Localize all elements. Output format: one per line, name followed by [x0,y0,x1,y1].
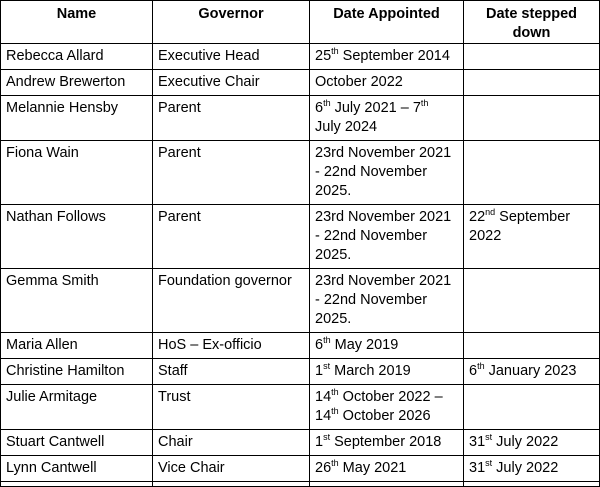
table-row [1,456,600,482]
table-row [1,141,600,205]
cell-governor: Staff [153,359,310,385]
cell-date-appointed: 14th October 2022 – 14th October 2026 [310,385,464,430]
cell-governor: Executive Head [153,44,310,70]
cell-date-appointed: 25th September 2014 [310,44,464,70]
cell-empty [310,482,464,487]
cell-governor: Parent [153,96,310,141]
cell-date-appointed: 23rd November 2021 - 22nd November 2025. [310,205,464,269]
header-row [1,1,600,44]
cell-empty [153,482,310,487]
ordinal-suffix: th [331,46,339,57]
table-row [1,333,600,359]
cell-name: Stuart Cantwell [1,430,153,456]
table-row [1,44,600,70]
cell-date-stepped-down [464,44,600,70]
ordinal-suffix: st [485,432,493,443]
cell-name: Julie Armitage [1,385,153,430]
ordinal-suffix: th [477,361,485,372]
table-row [1,70,600,96]
cell-date-appointed: 1st March 2019 [310,359,464,385]
table-row [1,359,600,385]
table-row [1,385,600,430]
ordinal-suffix: th [331,406,339,417]
cell-governor: Trust [153,385,310,430]
cell-date-appointed: 6th July 2021 – 7th July 2024 [310,96,464,141]
cell-name: Nathan Follows [1,205,153,269]
cell-date-stepped-down [464,385,600,430]
cell-date-stepped-down [464,333,600,359]
table-row [1,96,600,141]
header-governor: Governor [153,1,310,44]
cell-date-stepped-down: 31st July 2022 [464,430,600,456]
cell-name: Lynn Cantwell [1,456,153,482]
cell-governor: Chair [153,430,310,456]
cell-date-appointed: 23rd November 2021 - 22nd November 2025. [310,269,464,333]
header-name: Name [1,1,153,44]
cell-name: Maria Allen [1,333,153,359]
cell-governor: HoS – Ex-officio [153,333,310,359]
cell-governor: Parent [153,141,310,205]
cell-date-stepped-down: 22nd September 2022 [464,205,600,269]
cell-governor: Executive Chair [153,70,310,96]
ordinal-suffix: nd [485,207,496,218]
header-date-appointed: Date Appointed [310,1,464,44]
cell-name: Christine Hamilton [1,359,153,385]
cell-empty [1,482,153,487]
table-row [1,269,600,333]
cell-date-stepped-down [464,96,600,141]
header-date-stepped-down: Date stepped down [464,1,600,44]
cell-name: Fiona Wain [1,141,153,205]
cell-name: Rebecca Allard [1,44,153,70]
cell-name: Gemma Smith [1,269,153,333]
ordinal-suffix: th [323,335,331,346]
cell-date-appointed: 23rd November 2021 - 22nd November 2025. [310,141,464,205]
ordinal-suffix: th [420,98,429,109]
cell-date-appointed: October 2022 [310,70,464,96]
table-row [1,205,600,269]
cell-name: Andrew Brewerton [1,70,153,96]
ordinal-suffix: st [323,432,331,443]
ordinal-suffix: st [323,361,331,372]
ordinal-suffix: st [485,458,493,469]
cell-governor: Vice Chair [153,456,310,482]
cell-date-appointed: 1st September 2018 [310,430,464,456]
ordinal-suffix: th [331,387,339,398]
cell-date-appointed: 26th May 2021 [310,456,464,482]
cell-date-appointed: 6th May 2019 [310,333,464,359]
cell-date-stepped-down [464,269,600,333]
cell-governor: Foundation governor [153,269,310,333]
ordinal-suffix: th [331,458,339,469]
cell-date-stepped-down: 6th January 2023 [464,359,600,385]
cell-date-stepped-down [464,141,600,205]
cell-date-stepped-down: 31st July 2022 [464,456,600,482]
table-row-cut-off [1,482,600,487]
table-row [1,430,600,456]
cell-empty [464,482,600,487]
cell-name: Melannie Hensby [1,96,153,141]
ordinal-suffix: th [323,98,331,109]
cell-date-stepped-down [464,70,600,96]
cell-governor: Parent [153,205,310,269]
